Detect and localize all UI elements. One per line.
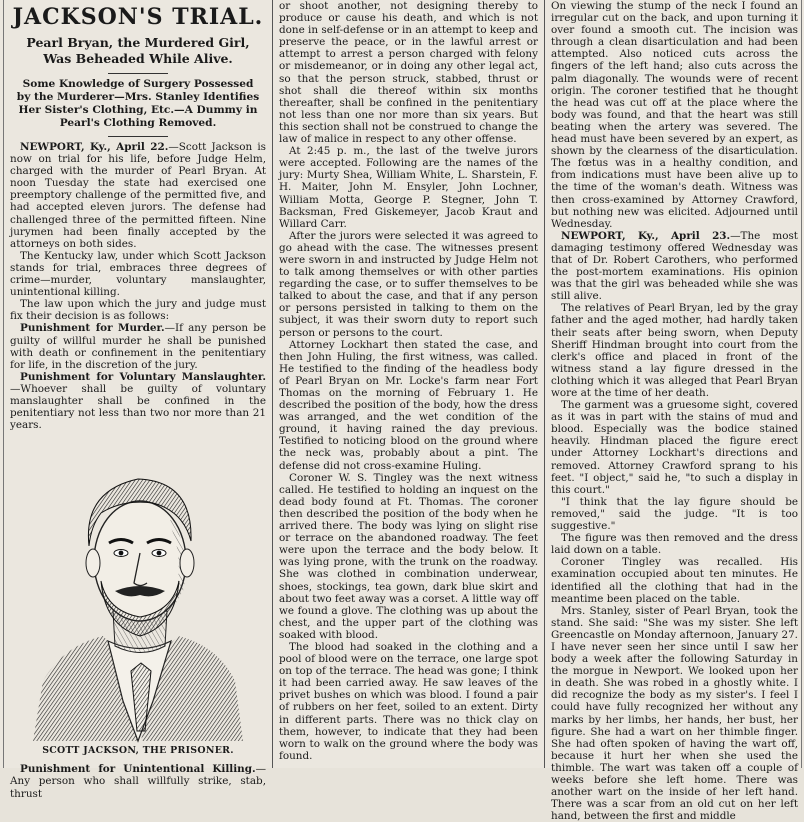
- paragraph-lead: Punishment for Unintentional Killing.: [20, 763, 256, 776]
- paragraph: or shoot another, not designing thereby to produce or cause his death, and which is not done in self-defense or in an attempt to keep and preserve the peace, or in the lawful arrest or attempt to arrest a person charged with felony or misdemeanor, or in doing any other legal act, so that the person struck, stabbed, thrust or shot shall die thereof within six months thereafter, shall be confined in the penitentiary not less than one nor more than six years. But this section shall not be construed to change the law of malice in respect to any other offense.: [279, 0, 538, 146]
- column-rule-2: [544, 0, 545, 768]
- paragraph: Punishment for Voluntary Manslaughter.—Whoever shall be guilty of voluntary manslaughter shall be confined in the penitentiary not less than two nor more than 21 years.: [10, 370, 266, 432]
- paragraph: Mrs. Stanley, sister of Pearl Bryan, took the stand. She said: "She was my sister. She left Greencastle on Monday afternoon, January 27. I have never seen her since until I saw her body a week after the following Saturday in the morgue in Newport. We looked upon her in death. She was robed in a ghostly white. I did recognize the body as my sister's. I feel I could have fully recognized her without any marks by her limbs, her hands, her bust, her figure. She had a wart on her thimble finger. She had often spoken of having the wart off, because it hurt her when she used the thimble. The wart was taken off a couple of weeks before she left home. There was another wart on the inside of her left hand. There was a scar from an old cut on her left hand, between the first and middle: [551, 604, 798, 822]
- paragraph: NEWPORT, Ky., April 22.—Scott Jackson is now on trial for his life, before Judge Helm, charged with the murder of Pearl Bryan. At noon Tuesday the state had exercised one preemptory challenge of the permitted five, and had accepted eleven jurors. The defense had challenged three of the permitted fifteen. Nine jurymen had been finally accepted by the attorneys on both sides.: [10, 141, 266, 250]
- portrait-figure: [10, 441, 266, 757]
- paragraph: On viewing the stump of the neck I found an irregular cut on the back, and upon turning it over found a smooth cut. The incision was through a clean disarticulation and had been attempted. Also noticed cuts across the fingers of the left hand; also cuts across the palm diagonally. The wounds were of recent origin. The coroner testified that he thought the head was cut off at the place where the body was found, and that the heart was still beating when the artery was severed. The head must have been severed by an expert, as shown by the clearness of the disarticulation. The fœtus was in a healthy condition, and from indications must have been alive up to the time of the woman's death. Witness was then cross-examined by Attorney Crawford, but nothing new was elicited. Adjourned until Wednesday.: [551, 0, 798, 230]
- paragraph-lead: Punishment for Voluntary Manslaughter.: [20, 370, 266, 383]
- column-border-left: [3, 0, 4, 768]
- column-1: [6, 0, 269, 800]
- paragraph: "I think that the lay figure should be removed," said the judge. "It is too suggestive.": [551, 495, 798, 533]
- paragraph: Punishment for Murder.—If any person be guilty of willful murder he shall be punished with death or confinement in the penitentiary for life, in the discretion of the jury.: [10, 322, 266, 371]
- dateline: NEWPORT, Ky., April 22.: [20, 141, 169, 153]
- column-2: [276, 0, 541, 768]
- column-rule-1: [272, 0, 273, 768]
- article-subhead: Pearl Bryan, the Murdered Girl, Was Beheaded While Alive.: [26, 35, 250, 66]
- paragraph: Coroner W. S. Tingley was the next witness called. He testified to holding an inquest on the dead body found at Ft. Thomas. The coroner then described the position of the body when he arrived there. The body was lying on slight rise or terrace on the abandoned roadway. The feet were upon the terrace and the body below. It was lying prone, with the trunk on the roadway. She was clothed in combination underwear, shoes, stockings, tea gown, dark blue skirt and about two feet away was a corset. A little way off we found a glove. The clothing was up about the chest, and the upper part of the clothing was soaked with blood.: [279, 471, 538, 641]
- paragraph: Attorney Lockhart then stated the case, and then John Huling, the first witness, was called. He testified to the finding of the headless body of Pearl Bryan on Mr. Locke's farm near Fort Thomas on the morning of February 1. He described the position of the body, how the dress was arranged, and the wet condition of the ground, it having rained the day previous. Testified to noticing blood on the ground where the neck was, probably about a pint. The defense did not cross-examine Huling.: [279, 338, 538, 472]
- paragraph: The figure was then removed and the dress laid down on a table.: [551, 532, 798, 557]
- paragraph: At 2:45 p. m., the last of the twelve jurors were accepted. Following are the names of the jury: Murty Shea, William White, L. Sharstein, F. H. Maiter, John M. Ensyler, John Lochner, William Motta, George P. Stegner, John T. Backsman, Fred Giskemeyer, Jacob Kraut and Willard Carr.: [279, 145, 538, 230]
- column-3: [548, 0, 800, 822]
- paragraph: Coroner Tingley was recalled. His examination occupied about ten minutes. He identified all the clothing that had in the meantime been placed on the table.: [551, 556, 798, 605]
- paragraph-lead: Punishment for Murder.: [20, 322, 165, 335]
- paragraph: The Kentucky law, under which Scott Jackson stands for trial, embraces three degrees of crime—murder, voluntary manslaughter, unintentional killing.: [10, 249, 266, 299]
- dateline: NEWPORT, Ky., April 23.: [561, 229, 731, 242]
- portrait-engraving-image: [23, 441, 253, 741]
- paragraph: NEWPORT, Ky., April 23.—The most damaging testimony offered Wednesday was that of Dr. Robert Carothers, who performed the post-mortem examinations. His opinion was that the girl was beheaded while she was still alive.: [551, 229, 798, 303]
- paragraph: The blood had soaked in the clothing and a pool of blood were on the terrace, one large spot on top of the terrace. The head was gone; I think it had been carried away. He saw leaves of the privet bushes on which was blood. I found a pair of rubbers on her feet, soiled to an extent. Dirty in different parts. There was no thick clay on them, however, to indicate that they had been worn to walk on the ground where the body was found.: [279, 640, 538, 762]
- article-headline: JACKSON'S TRIAL.: [12, 4, 264, 30]
- paragraph: Punishment for Unintentional Killing.—Any person who shall willfully strike, stab, thrust: [10, 763, 266, 800]
- paragraph: The garment was a gruesome sight, covered as it was in part with the stains of mud and blood. Especially was the bodice stained heavily. Hindman placed the figure erect under Attorney Lockhart's directions and removed. Attorney Crawford sprang to his feet. "I object," said he, "to such a display in this court.": [551, 399, 798, 496]
- portrait-caption: SCOTT JACKSON, THE PRISONER.: [42, 745, 234, 757]
- paragraph: After the jurors were selected it was agreed to go ahead with the case. The witnesses present were sworn in and instructed by Judge Helm not to talk among themselves or with other parties regarding the case, or to suffer themselves to be talked to about the case, and that if any person or persons persisted in talking to them on the subject, it was their sworn duty to report such person or persons to the court.: [279, 229, 538, 339]
- paragraph: The relatives of Pearl Bryan, led by the gray father and the aged mother, had hardly taken their seats after being sworn, when Deputy Sheriff Hindman brought into court from the clerk's office and placed in front of the witness stand a lay figure dressed in the clothing which it was alleged that Pearl Bryan wore at the time of her death.: [551, 302, 798, 399]
- divider: [108, 73, 168, 74]
- divider: [108, 136, 168, 137]
- column-border-right: [801, 0, 802, 768]
- paragraph: The law upon which the jury and judge must fix their decision is as follows:: [10, 298, 266, 323]
- article-deck: Some Knowledge of Surgery Possessed by the Murderer—Mrs. Stanley Identifies Her Sister's Clothing, Etc.—A Dummy in Pearl's Clothing Removed.: [16, 78, 260, 129]
